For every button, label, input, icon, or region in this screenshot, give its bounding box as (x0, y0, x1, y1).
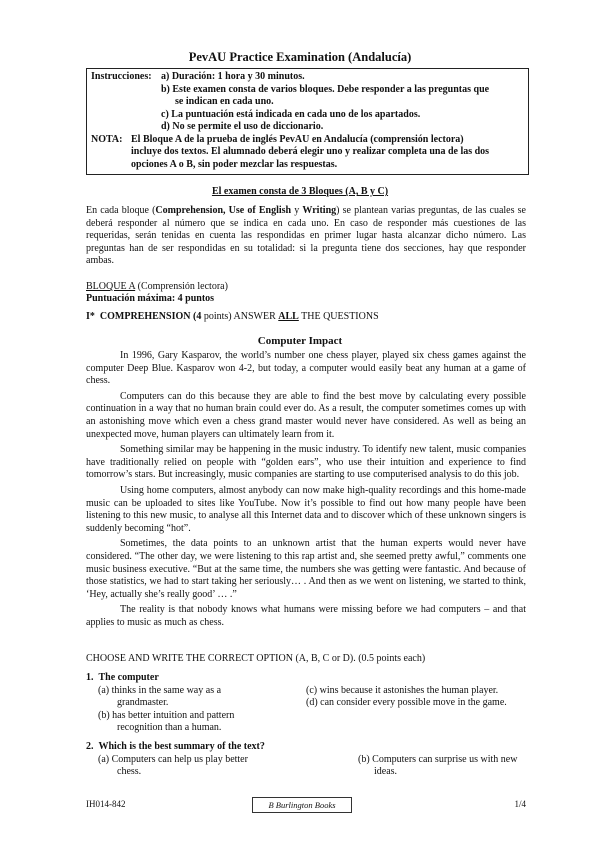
question-1 (86, 672, 536, 684)
reading-paragraph: In 1996, Gary Kasparov, the world’s number one chess player, played six chess games against the computer Deep Blue. Kasparov won 4-2, but today, a computer would easily beat any human at a game of chess. (86, 350, 526, 387)
reading-text (86, 350, 526, 632)
exam-code: IH014-842 (86, 799, 126, 809)
q1-option-b-cont: recognition than a human. (117, 722, 222, 733)
reading-paragraph: Sometimes, the data points to an unknown artist that the human experts would never have considered. “The other day, we were listening to this rap artist and, she seemed pretty awful,” comments one music business executive. “But at the same time, the numbers she was getting were fantastic. And because of those statistics, we had to start taking her seriously… . And then as we went on listening, we started to think, ‘Hey, actually she’s really good’ … .” (86, 538, 526, 600)
section-text: THE QUESTIONS (298, 311, 379, 322)
intro-text: ) se plantean varias preguntas, de las cuales se deberá responder al número que se indica en cada uno. En caso de responder más cuestiones de las requeridas, serán tenidas en cuenta las respondidas en primer lugar hasta alcanzar dicho número. Las preguntas han de ser respondidas en su totalidad: si la pregunta tiene dos secciones, hay que responder ambas. (86, 205, 526, 267)
bloque-desc: (Comprensión lectora) (135, 281, 228, 292)
section-bold: COMPREHENSION ( (99, 311, 197, 322)
intro-bold: Comprehension, Use of English (155, 205, 292, 216)
instruction-item: d) No se permite el uso de diccionario. (161, 121, 324, 132)
q1-option-d[interactable]: (d) can consider every possible move in the game. (306, 697, 507, 708)
bloque-name: BLOQUE A (86, 281, 136, 292)
intro-text: y (291, 205, 303, 216)
nota-label: NOTA: (91, 133, 123, 145)
q2-option-a-cont: chess. (117, 766, 142, 777)
section-points: 4 (196, 311, 202, 322)
question-number: 2. (86, 741, 94, 752)
section-text: points) ANSWER (201, 311, 279, 322)
question-2 (86, 741, 536, 753)
page-number: 1/4 (514, 799, 526, 809)
reading-paragraph: Something similar may be happening in the music industry. To identify new talent, music companies have traditionally relied on people with “golden ears”, who use their intuition and experience to find tomorrow’s stars. But increasingly, music companies are starting to use computerised analysis to do this job. (86, 444, 526, 481)
q2-option-b-cont: ideas. (374, 766, 398, 777)
exam-structure-heading: El examen consta de 3 Bloques (A, B y C) (211, 186, 389, 197)
q1-option-a[interactable]: (a) thinks in the same way as a (98, 685, 222, 696)
intro-bold: Writing (302, 205, 337, 216)
reading-paragraph: Using home computers, almost anybody can now make high-quality recordings and this home-made music can be uploaded to sites like YouTube. Now it’s possible to find out how many people have been listening to this new music, to analyse all this Internet data and to discover which of these unknown singers is suddenly becoming “hot”. (86, 484, 526, 534)
bloque-score: Puntuación máxima: 4 puntos (86, 293, 215, 304)
question-number: 1. (86, 672, 94, 683)
intro-text: En cada bloque ( (86, 205, 156, 216)
q2-option-a[interactable]: (a) Computers can help us play better (98, 754, 248, 765)
intro-paragraph (86, 205, 526, 268)
reading-title: Computer Impact (257, 335, 343, 347)
bloque-heading (86, 281, 228, 294)
nota-line: incluye dos textos. El alumnado deberá elegir uno y realizar completa una de las dos (131, 146, 490, 157)
instruction-item: b) Este examen consta de varios bloques. Debe responder a las preguntas que (161, 83, 490, 95)
nota-line: El Bloque A de la prueba de inglés PevAU en Andalucía (comprensión lectora) (131, 133, 464, 145)
section-all: ALL (278, 311, 299, 322)
choose-instruction: CHOOSE AND WRITE THE CORRECT OPTION (A, B, C or D). (0.5 points each) (86, 653, 426, 664)
reading-paragraph: Computers can do this because they are able to find the best move by calculating every possible continuation in a way that no human brain could ever do. As a result, the computer sometimes comes up with an astonishing move which even a chess grand master would never have considered. As well as being an unexpected move, human players can ultimately learn from it. (86, 390, 526, 440)
instruction-item: a) Duración: 1 hora y 30 minutos. (161, 71, 305, 82)
section-number: I* (86, 311, 95, 322)
reading-paragraph: The reality is that nobody knows what humans were missing before we had computers – and that applies to music as much as chess. (86, 604, 526, 628)
q1-option-c[interactable]: (c) wins because it astonishes the human player. (306, 685, 499, 696)
instruction-item: se indican en cada uno. (175, 96, 274, 107)
nota-line: opciones A o B, sin poder mezclar las respuestas. (131, 158, 338, 170)
q2-option-b[interactable]: (b) Computers can surprise us with new (358, 754, 518, 765)
instructions-label: Instrucciones: (91, 71, 152, 82)
question-text: Which is the best summary of the text? (98, 741, 265, 752)
q1-option-b[interactable]: (b) has better intuition and pattern (98, 710, 235, 721)
section-heading (86, 311, 379, 324)
question-text: The computer (98, 672, 159, 683)
instructions-box (86, 68, 529, 175)
publisher-logo: B Burlington Books (252, 797, 352, 813)
q1-option-a-cont: grandmaster. (117, 697, 169, 708)
page-title: PevAU Practice Examination (Andalucía) (188, 50, 412, 64)
instruction-item: c) La puntuación está indicada en cada uno de los apartados. (161, 108, 421, 120)
